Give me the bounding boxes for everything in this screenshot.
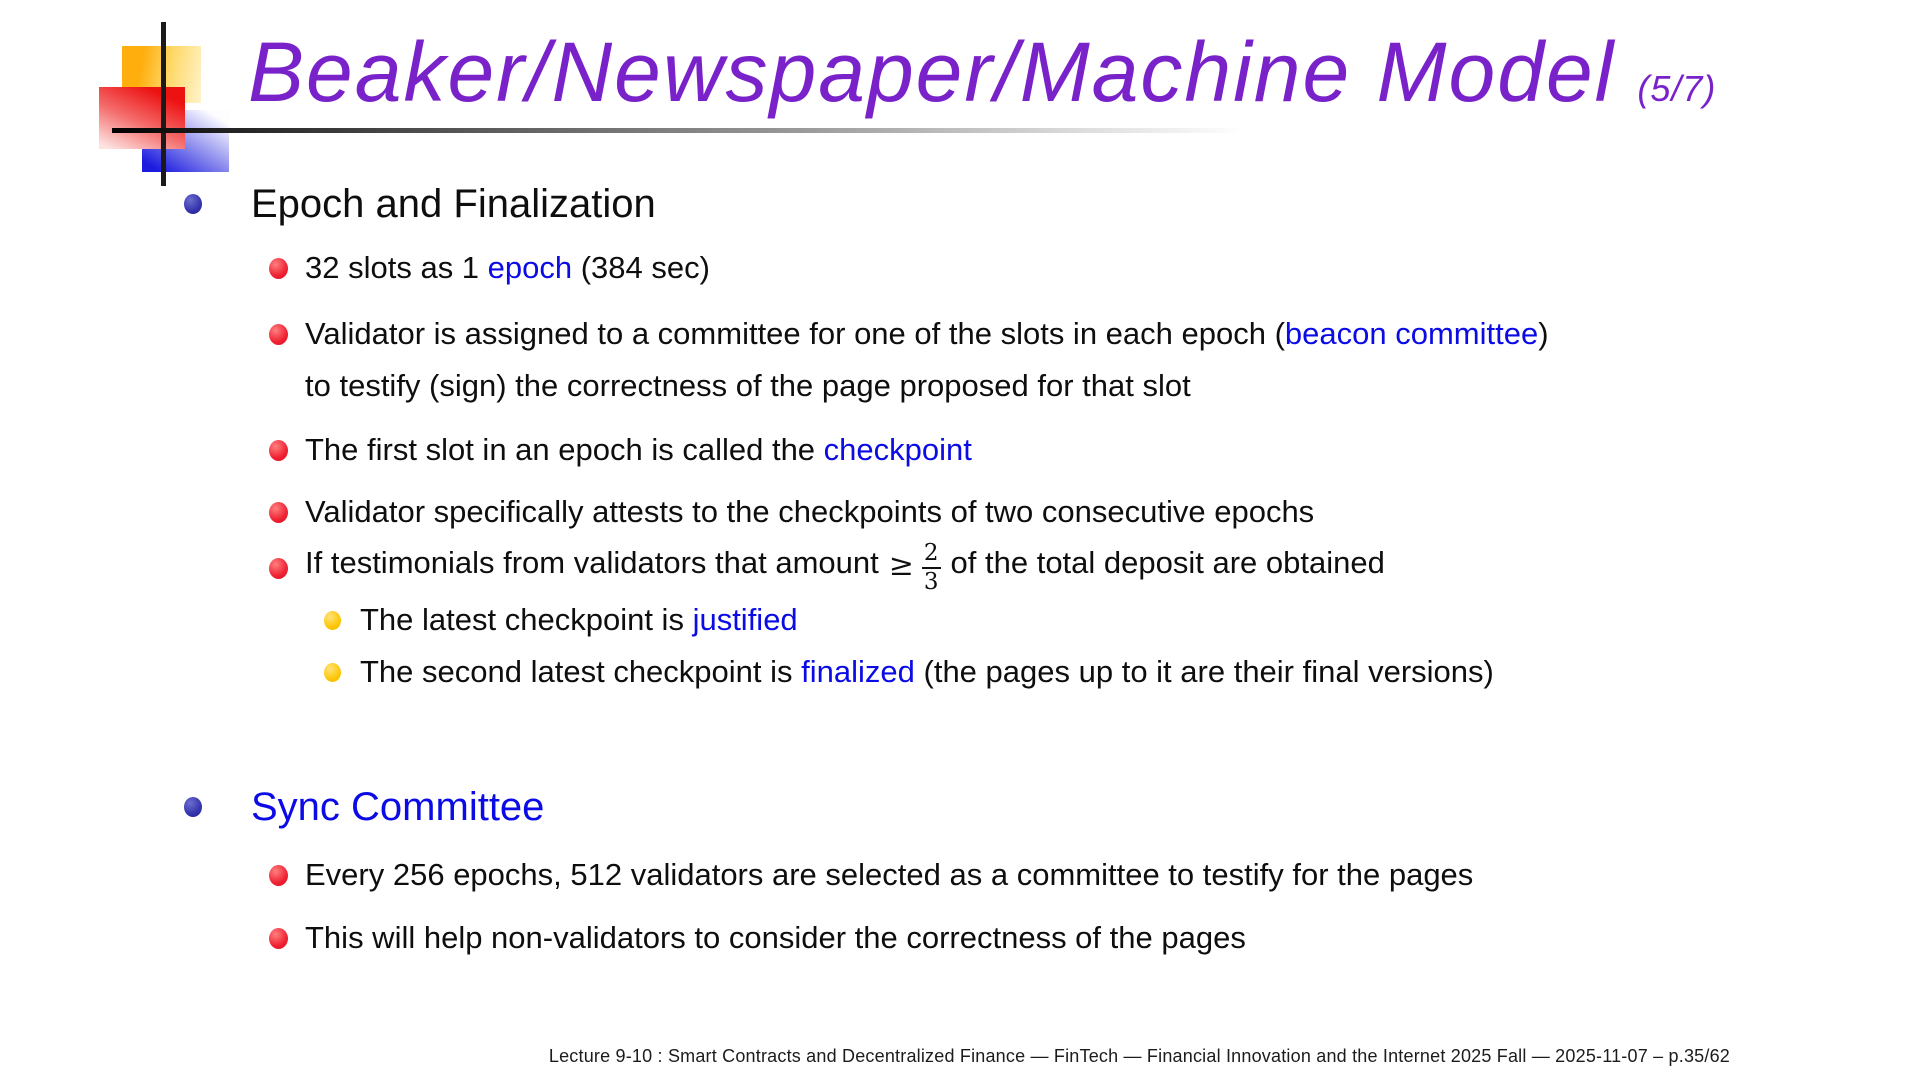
bullet-text-continuation: to testify (sign) the correctness of the page proposed for that slot <box>305 368 1191 403</box>
bullet-text: Every 256 epochs, 512 validators are selected as a committee to testify for the pages <box>305 857 1474 892</box>
crosshair-vertical-line <box>161 22 166 186</box>
section-heading-sync-committee <box>184 782 544 832</box>
bullet-text: 32 slots as 1 epoch (384 sec) <box>305 250 710 285</box>
bullet-item-testimonials <box>269 540 1385 595</box>
bullet-text: If testimonials from validators that amount ≥ $\frac{2}{3}$ of the total deposit are obtained <box>305 540 1385 595</box>
fraction-denominator: 3 <box>923 569 939 595</box>
bullet-item-sync-selection <box>269 853 1473 897</box>
heading-text: Sync Committee <box>251 784 545 829</box>
bullet-item-justified <box>324 598 798 642</box>
bullet-icon-level2 <box>269 928 288 949</box>
bullet-item-non-validators <box>269 916 1246 960</box>
bullet-icon-level2 <box>269 324 288 345</box>
bullet-icon-level2 <box>269 440 288 461</box>
bullet-text: The first slot in an epoch is called the checkpoint <box>305 432 972 467</box>
greater-equal-symbol: ≥ <box>888 548 914 583</box>
logo-red-square <box>99 87 185 149</box>
section-heading-epoch-finalization <box>184 179 656 229</box>
heading-text: Epoch and Finalization <box>251 181 656 226</box>
slide-title-counter: (5/7) <box>1637 68 1717 109</box>
bullet-item-finalized <box>324 650 1494 694</box>
slide-title-text: Beaker/Newspaper/Machine Model <box>248 25 1616 119</box>
bullet-item-validator-assigned <box>269 312 1549 356</box>
math-fraction-two-thirds <box>922 541 941 595</box>
title-underline-rule <box>112 128 1257 133</box>
bullet-text: This will help non-validators to consider the correctness of the pages <box>305 920 1246 955</box>
bullet-text: Validator specifically attests to the checkpoints of two consecutive epochs <box>305 494 1315 529</box>
bullet-text: The latest checkpoint is justified <box>360 602 798 637</box>
bullet-item-epoch-length <box>269 246 710 290</box>
bullet-icon-level3 <box>324 611 341 630</box>
bullet-icon-level2 <box>269 502 288 523</box>
bullet-icon-level1 <box>184 194 202 214</box>
bullet-item-attests <box>269 490 1314 534</box>
bullet-icon-level2 <box>269 258 288 279</box>
fraction-numerator: 2 <box>922 541 941 569</box>
bullet-icon-level2 <box>269 558 288 579</box>
bullet-icon-level1 <box>184 797 202 817</box>
bullet-icon-level2 <box>269 865 288 886</box>
footer-caption: Lecture 9-10 : Smart Contracts and Decentralized Finance — FinTech — Financial Innovation and the Internet 2025 Fall — 2025-11-07 – p.35/62 <box>548 1046 1730 1066</box>
bullet-item-validator-assigned-wrap <box>305 364 1191 408</box>
slide-title <box>248 25 1717 119</box>
bullet-item-checkpoint <box>269 428 972 472</box>
bullet-icon-level3 <box>324 663 341 682</box>
bullet-text: Validator is assigned to a committee for one of the slots in each epoch (beacon committee) <box>305 316 1549 351</box>
bullet-text: The second latest checkpoint is finalized (the pages up to it are their final versions) <box>360 654 1494 689</box>
